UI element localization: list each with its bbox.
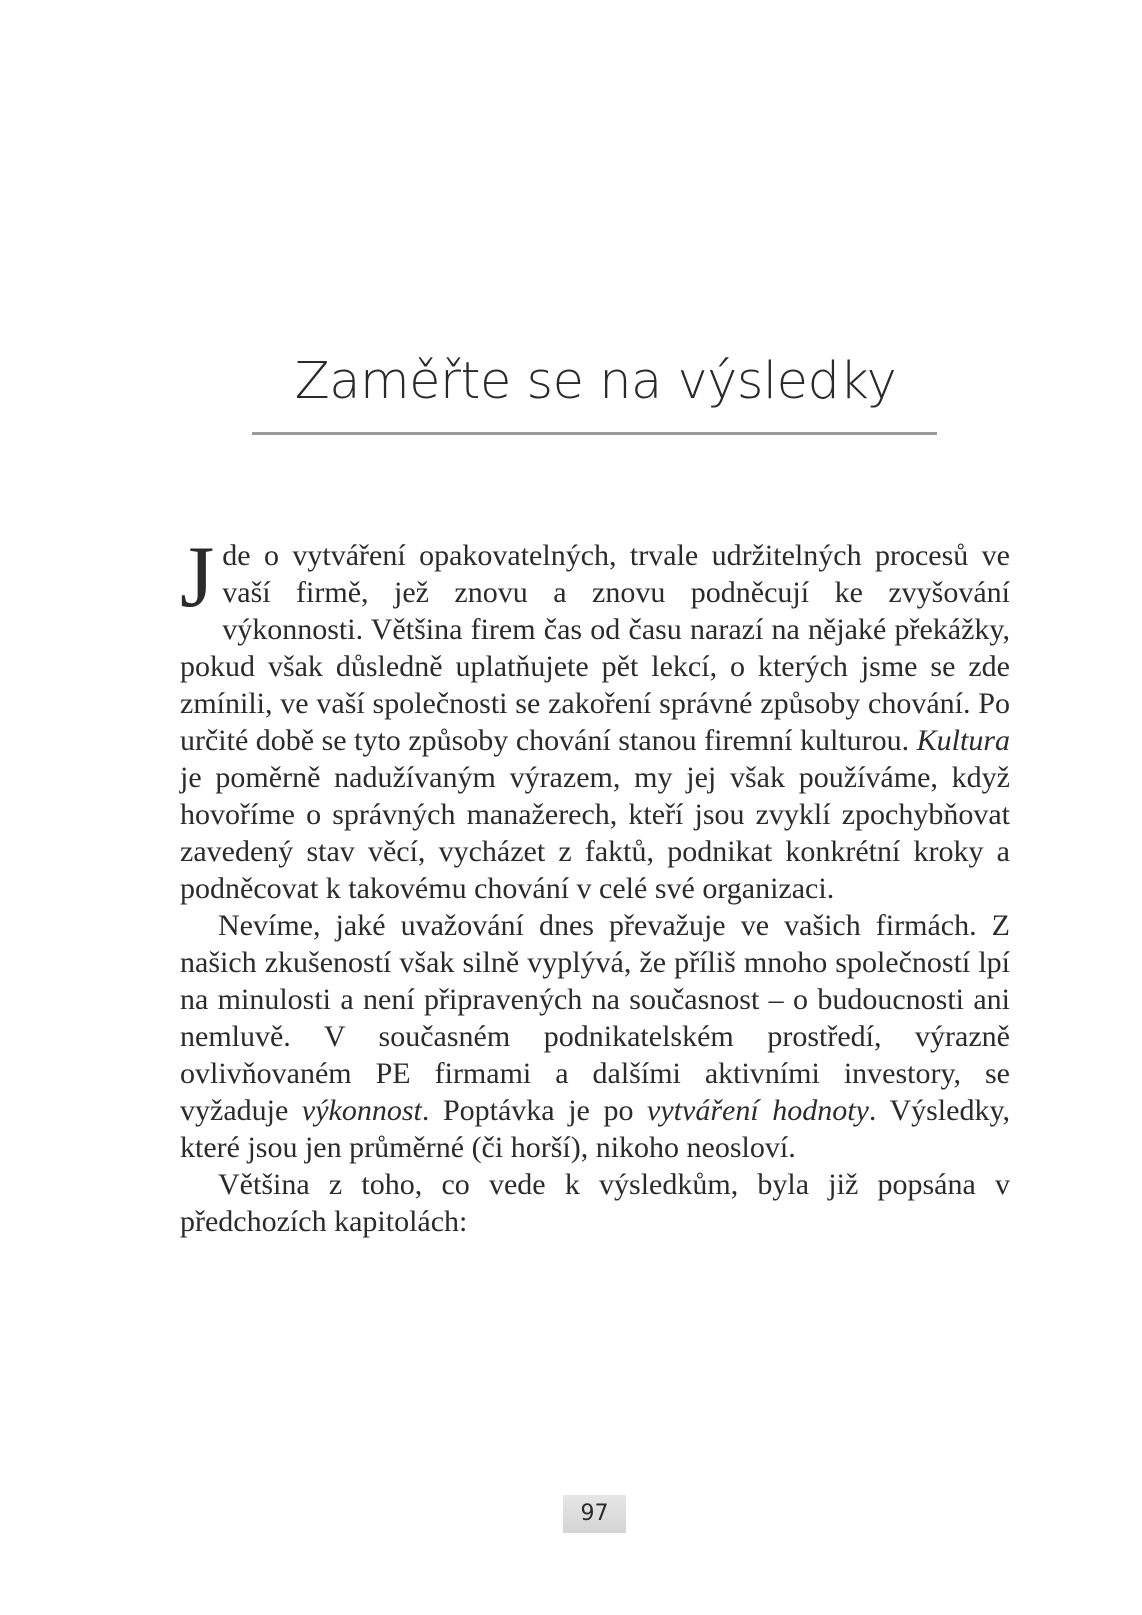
paragraph-2-italic-b: vytváření hodnoty bbox=[647, 1094, 869, 1127]
page-number: 97 bbox=[580, 1501, 609, 1526]
paragraph-2-text-a: Nevíme, jaké uvažování dnes převažuje ve vašich firmách. Z našich zkušeností však silně vyplývá, že příliš mnoho společností lpí na minulosti a není připravených na současnost – o budoucnosti ani nemluvě. V současném podnikatelském prostředí, výrazně ovlivňovaném PE firmami a dalšími aktivními investory, se vyžaduje bbox=[180, 909, 1010, 1127]
paragraph-2-text-b: . Poptávka je po bbox=[421, 1094, 648, 1127]
dropcap-letter: J bbox=[180, 529, 215, 626]
paragraph-2 bbox=[180, 907, 1010, 1166]
paragraph-1-text-a: de o vytváření opakovatelných, trvale udržitelných procesů ve vaší firmě, jež znovu a znovu podněcují ke zvyšování výkonnosti. Většina firem čas od času narazí na nějaké překážky, pokud však důsledně uplatňujete pět lekcí, o kterých jsme se zde zmínili, ve vaší společnosti se zakoření správné způsoby chování. Po určité době se tyto způsoby chování stanou firemní kulturou. bbox=[180, 539, 1010, 757]
chapter-title: Zaměřte se na výsledky bbox=[294, 352, 897, 411]
paragraph-1 bbox=[180, 529, 1010, 907]
paragraph-2-text-c: . Výsledky, které jsou jen průměrné (či horší), nikoho neosloví. bbox=[180, 1094, 1011, 1164]
paragraph-3 bbox=[180, 1166, 1010, 1240]
paragraph-2-italic-a: výkonnost bbox=[301, 1094, 422, 1127]
paragraph-1-text-b: je poměrně nadužívaným výrazem, my jej však používáme, když hovoříme o správných manažerech, kteří jsou zvyklí zpochybňovat zavedený stav věcí, vycházet z faktů, podnikat konkrétní kroky a podněcovat k takovému chování v celé své organizaci. bbox=[180, 761, 1010, 905]
body-text bbox=[180, 529, 1011, 1240]
paragraph-3-text: Většina z toho, co vede k výsledkům, byla již popsána v předchozích kapitolách: bbox=[180, 1168, 1010, 1238]
paragraph-1-italic-a: Kultura bbox=[916, 724, 1010, 757]
title-underline bbox=[252, 432, 937, 435]
